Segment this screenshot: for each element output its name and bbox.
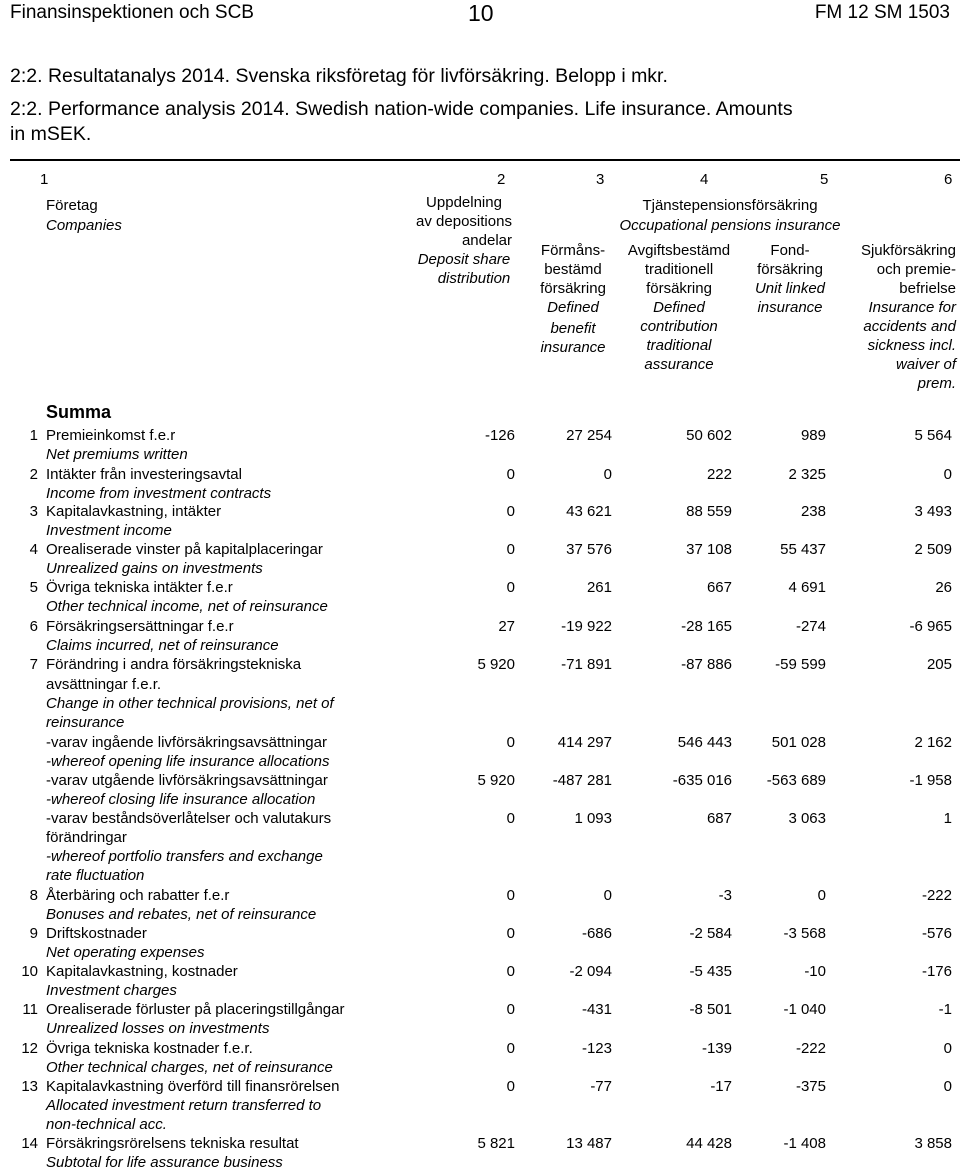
value-col6: 2 162 — [914, 734, 952, 751]
header-group-sv: Tjänstepensionsförsäkring — [642, 197, 818, 214]
value-col2: 0 — [506, 734, 515, 751]
value-col4: -2 584 — [689, 925, 732, 942]
header-deposit-sv: Uppdelning av depositions andelar Deposit share distribution — [416, 194, 513, 287]
row-label-sv: Orealiserade vinster på kapitalplaceringar — [46, 541, 323, 558]
value-col4: 687 — [706, 810, 732, 827]
value-col2: 0 — [506, 1078, 515, 1095]
header-companies-sv: Företag — [46, 197, 98, 214]
row-label-en: Other technical charges, net of reinsurance — [46, 1059, 333, 1076]
row-label-sv: Kapitalavkastning överförd till finansrörelsen — [46, 1078, 340, 1095]
row-number: 10 — [21, 963, 38, 980]
row-number: 3 — [29, 503, 38, 520]
value-col6: 26 — [935, 579, 952, 596]
row-label-en: Change in other technical provisions, net of — [46, 695, 334, 712]
value-col5: -1 040 — [783, 1001, 826, 1018]
value-col2: 0 — [506, 503, 515, 520]
row-label-en: Claims incurred, net of reinsurance — [46, 637, 279, 654]
row-label-sv: -varav beståndsöverlåtelser och valutakurs — [46, 810, 332, 827]
value-col2: 5 821 — [477, 1135, 515, 1152]
value-col3: 1 093 — [574, 810, 612, 827]
value-col5: 0 — [817, 887, 826, 904]
value-col6: 1 — [943, 810, 952, 827]
value-col2: 27 — [498, 618, 515, 635]
row-label-sv-cont: avsättningar f.e.r. — [46, 676, 162, 693]
row-label-sv: Driftskostnader — [46, 925, 147, 942]
header-col3: Förmåns- bestämd försäkring Defined benefit insurance — [540, 242, 606, 356]
value-col4: -635 016 — [672, 772, 732, 789]
value-col4: 222 — [706, 466, 732, 483]
value-col3: 43 621 — [566, 503, 612, 520]
row-label-en-cont: reinsurance — [46, 714, 125, 731]
value-col3: -431 — [581, 1001, 612, 1018]
value-col3: 261 — [586, 579, 612, 596]
value-col5: 501 028 — [771, 734, 826, 751]
value-col4: 50 602 — [686, 427, 732, 444]
value-col2: 0 — [506, 579, 515, 596]
col-number-4: 4 — [700, 171, 709, 188]
value-col3: -123 — [581, 1040, 612, 1057]
row-label-sv-cont: förändringar — [46, 829, 127, 846]
value-col2: 0 — [506, 466, 515, 483]
value-col2: 0 — [506, 810, 515, 827]
value-col6: 3 858 — [914, 1135, 952, 1152]
value-col4: 44 428 — [686, 1135, 732, 1152]
value-col5: -563 689 — [766, 772, 826, 789]
header-col5: Fond- försäkring Unit linked insurance — [754, 242, 826, 316]
value-col4: -28 165 — [681, 618, 732, 635]
row-label-sv: Orealiserade förluster på placeringstillgångar — [46, 1001, 345, 1018]
row-label-en: Net operating expenses — [46, 944, 205, 961]
row-label-sv: Övriga tekniska kostnader f.e.r. — [46, 1040, 253, 1057]
row-label-en: Net premiums written — [46, 446, 188, 463]
table-title-en-1: 2:2. Performance analysis 2014. Swedish nation-wide companies. Life insurance. Amounts — [10, 98, 793, 120]
col-number-1: 1 — [40, 171, 49, 188]
row-label-sv: -varav utgående livförsäkringsavsättningar — [46, 772, 328, 789]
value-col5: 238 — [800, 503, 826, 520]
value-col2: 5 920 — [477, 772, 515, 789]
value-col4: -5 435 — [689, 963, 732, 980]
row-label-en: -whereof portfolio transfers and exchange — [46, 848, 323, 865]
value-col6: -6 965 — [909, 618, 952, 635]
table-title-sv: 2:2. Resultatanalys 2014. Svenska riksföretag för livförsäkring. Belopp i mkr. — [10, 65, 668, 87]
row-label-sv: Kapitalavkastning, kostnader — [46, 963, 238, 980]
value-col6: -1 958 — [909, 772, 952, 789]
value-col6: -222 — [921, 887, 952, 904]
row-label-sv: -varav ingående livförsäkringsavsättningar — [46, 734, 327, 751]
value-col5: 55 437 — [780, 541, 826, 558]
value-col6: -576 — [921, 925, 952, 942]
header-col6: Sjukförsäkring och premie- befrielse Insurance for accidents and sickness incl. waiver of prem. — [860, 242, 956, 392]
value-col3: 27 254 — [566, 427, 612, 444]
value-col5: 2 325 — [788, 466, 826, 483]
row-number: 12 — [21, 1040, 38, 1057]
value-col5: 3 063 — [788, 810, 826, 827]
value-col2: 0 — [506, 1001, 515, 1018]
row-label-en: Investment income — [46, 522, 172, 539]
row-label-en: Subtotal for life assurance business — [46, 1154, 283, 1171]
row-number: 2 — [29, 466, 38, 483]
value-col3: 414 297 — [557, 734, 612, 751]
value-col6: 0 — [943, 1078, 952, 1095]
value-col5: -10 — [804, 963, 826, 980]
row-label-en: Bonuses and rebates, net of reinsurance — [46, 906, 317, 923]
value-col3: -487 281 — [552, 772, 612, 789]
value-col6: 0 — [943, 466, 952, 483]
value-col5: -1 408 — [783, 1135, 826, 1152]
row-label-sv: Kapitalavkastning, intäkter — [46, 503, 222, 520]
value-col5: -274 — [795, 618, 826, 635]
table-title-en-2: in mSEK. — [10, 123, 92, 145]
row-label-sv: Intäkter från investeringsavtal — [46, 466, 242, 483]
row-label-en: Allocated investment return transferred to — [46, 1097, 322, 1114]
value-col3: 0 — [603, 466, 612, 483]
header-rule — [10, 159, 960, 161]
value-col4: -8 501 — [689, 1001, 732, 1018]
row-label-en: Income from investment contracts — [46, 485, 272, 502]
col-number-6: 6 — [944, 171, 953, 188]
row-label-sv: Försäkringsrörelsens tekniska resultat — [46, 1135, 299, 1152]
value-col6: -1 — [938, 1001, 952, 1018]
value-col2: -126 — [484, 427, 515, 444]
value-col4: -87 886 — [681, 656, 732, 673]
row-label-sv: Premieinkomst f.e.r — [46, 427, 176, 444]
value-col2: 0 — [506, 1040, 515, 1057]
publisher-text: Finansinspektionen och SCB — [10, 2, 254, 23]
value-col2: 0 — [506, 541, 515, 558]
value-col5: 4 691 — [788, 579, 826, 596]
value-col2: 5 920 — [477, 656, 515, 673]
value-col4: 667 — [706, 579, 732, 596]
value-col3: 13 487 — [566, 1135, 612, 1152]
col-number-3: 3 — [596, 171, 605, 188]
value-col5: -59 599 — [775, 656, 826, 673]
row-label-sv: Återbäring och rabatter f.e.r — [46, 887, 230, 904]
value-col3: -2 094 — [569, 963, 612, 980]
value-col6: 3 493 — [914, 503, 952, 520]
value-col6: 2 509 — [914, 541, 952, 558]
value-col6: -176 — [921, 963, 952, 980]
value-col5: -222 — [795, 1040, 826, 1057]
row-number: 7 — [29, 656, 38, 673]
row-number: 9 — [29, 925, 38, 942]
row-label-sv: Försäkringsersättningar f.e.r — [46, 618, 234, 635]
row-number: 5 — [29, 579, 38, 596]
value-col3: -686 — [581, 925, 612, 942]
value-col3: 0 — [603, 887, 612, 904]
value-col2: 0 — [506, 925, 515, 942]
row-number: 1 — [29, 427, 38, 444]
row-label-en: Unrealized losses on investments — [46, 1020, 270, 1037]
row-label-en-cont: non-technical acc. — [46, 1116, 167, 1133]
col-number-5: 5 — [820, 171, 829, 188]
report-code: FM 12 SM 1503 — [814, 2, 950, 23]
col-number-2: 2 — [497, 171, 506, 188]
value-col5: 989 — [800, 427, 826, 444]
value-col3: 37 576 — [566, 541, 612, 558]
row-number: 4 — [29, 541, 38, 558]
header-col4: Avgiftsbestämd traditionell försäkring Defined contribution traditional assurance — [627, 242, 731, 373]
value-col5: -3 568 — [783, 925, 826, 942]
row-label-en: -whereof opening life insurance allocations — [46, 753, 330, 770]
header-companies-en: Companies — [46, 217, 122, 234]
row-number: 11 — [22, 1001, 38, 1018]
row-label-en: Unrealized gains on investments — [46, 560, 263, 577]
value-col4: 88 559 — [686, 503, 732, 520]
row-number: 6 — [29, 618, 38, 635]
row-label-sv: Övriga tekniska intäkter f.e.r — [46, 579, 233, 596]
value-col4: -139 — [701, 1040, 732, 1057]
row-label-en: -whereof closing life insurance allocation — [46, 791, 316, 808]
row-label-en: Other technical income, net of reinsurance — [46, 598, 328, 615]
value-col3: -19 922 — [561, 618, 612, 635]
row-label-en: Investment charges — [46, 982, 177, 999]
value-col4: 37 108 — [686, 541, 732, 558]
value-col2: 0 — [506, 963, 515, 980]
value-col6: 205 — [926, 656, 952, 673]
summa-label: Summa — [46, 402, 112, 422]
value-col4: -17 — [710, 1078, 732, 1095]
value-col4: -3 — [718, 887, 732, 904]
row-number: 8 — [29, 887, 38, 904]
value-col4: 546 443 — [677, 734, 732, 751]
header-group-en: Occupational pensions insurance — [619, 217, 841, 234]
value-col6: 0 — [943, 1040, 952, 1057]
value-col2: 0 — [506, 887, 515, 904]
value-col5: -375 — [795, 1078, 826, 1095]
value-col6: 5 564 — [914, 427, 952, 444]
value-col3: -77 — [590, 1078, 612, 1095]
page-number: 10 — [468, 0, 494, 26]
row-number: 14 — [21, 1135, 38, 1152]
row-number: 13 — [21, 1078, 38, 1095]
value-col3: -71 891 — [561, 656, 612, 673]
row-label-en-cont: rate fluctuation — [46, 867, 145, 884]
row-label-sv: Förändring i andra försäkringstekniska — [46, 656, 302, 673]
